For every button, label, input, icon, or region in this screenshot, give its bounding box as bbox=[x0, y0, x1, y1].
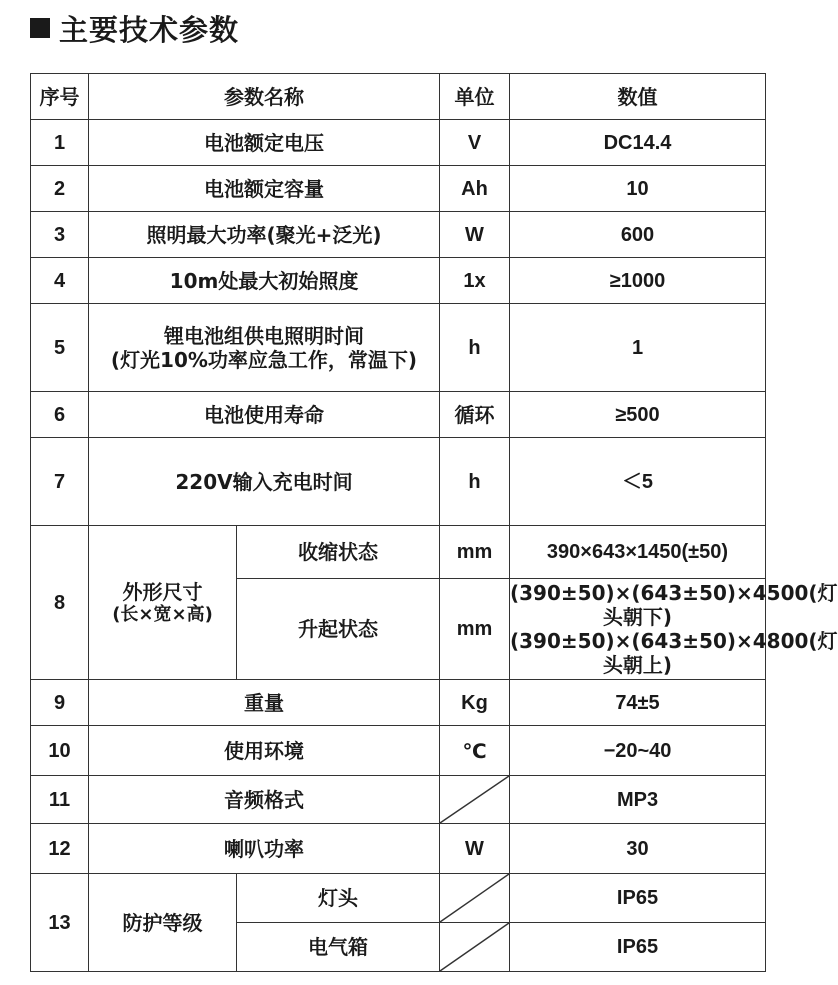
row-unit: h bbox=[440, 438, 510, 526]
diagonal-slash-icon bbox=[440, 776, 509, 823]
table-header-row bbox=[31, 74, 766, 120]
table-row bbox=[31, 824, 766, 874]
table-row bbox=[31, 120, 766, 166]
row-unit: 循环 bbox=[440, 392, 510, 438]
row-no: 8 bbox=[31, 526, 89, 680]
sub-row-unit-empty bbox=[440, 923, 510, 972]
row-value: 30 bbox=[510, 824, 766, 874]
table-row bbox=[31, 304, 766, 392]
sub-row-value: IP65 bbox=[510, 923, 766, 972]
row-no: 4 bbox=[31, 258, 89, 304]
row-unit: 1x bbox=[440, 258, 510, 304]
table-row bbox=[31, 166, 766, 212]
row-name: 喇叭功率 bbox=[89, 824, 440, 874]
table-row bbox=[31, 680, 766, 726]
row-unit: h bbox=[440, 304, 510, 392]
sub-row-unit: mm bbox=[440, 526, 510, 579]
table-row bbox=[31, 874, 766, 923]
group-name-line2: (长×宽×高) bbox=[112, 603, 213, 625]
row-value: ＜5 bbox=[510, 438, 766, 526]
heading-title: 主要技术参数 bbox=[59, 12, 240, 47]
row-name: 电池额定容量 bbox=[89, 166, 440, 212]
row-unit-empty bbox=[440, 776, 510, 824]
sub-row-unit-empty bbox=[440, 874, 510, 923]
row-name-line1: 锂电池组供电照明时间 bbox=[164, 323, 364, 348]
row-no: 10 bbox=[31, 726, 89, 776]
row-value: 10 bbox=[510, 166, 766, 212]
row-no: 2 bbox=[31, 166, 89, 212]
row-value: ≥1000 bbox=[510, 258, 766, 304]
row-unit: W bbox=[440, 824, 510, 874]
header-value: 数值 bbox=[510, 74, 766, 120]
row-name: 重量 bbox=[89, 680, 440, 726]
row-value: 74±5 bbox=[510, 680, 766, 726]
row-name: 220V输入充电时间 bbox=[89, 438, 440, 526]
row-unit: Ah bbox=[440, 166, 510, 212]
diagonal-slash-icon bbox=[440, 874, 509, 922]
row-no: 6 bbox=[31, 392, 89, 438]
table-row bbox=[31, 438, 766, 526]
sub-row-value: IP65 bbox=[510, 874, 766, 923]
table-row bbox=[31, 212, 766, 258]
sub-row-value-line1: (390±50)×(643±50)×4500(灯头朝下) bbox=[510, 581, 838, 629]
row-value: 1 bbox=[510, 304, 766, 392]
sub-row-name: 收缩状态 bbox=[237, 526, 440, 579]
section-heading bbox=[30, 8, 239, 48]
header-name: 参数名称 bbox=[89, 74, 440, 120]
spec-table bbox=[30, 73, 838, 972]
row-no: 3 bbox=[31, 212, 89, 258]
row-value: DC14.4 bbox=[510, 120, 766, 166]
table-row bbox=[31, 776, 766, 824]
row-value: −20~40 bbox=[510, 726, 766, 776]
table-row bbox=[31, 392, 766, 438]
table-row bbox=[31, 258, 766, 304]
group-name-line1: 外形尺寸 bbox=[122, 579, 203, 604]
row-unit: V bbox=[440, 120, 510, 166]
sub-row-unit: mm bbox=[440, 579, 510, 680]
row-value: 600 bbox=[510, 212, 766, 258]
row-name: 音频格式 bbox=[89, 776, 440, 824]
row-no: 12 bbox=[31, 824, 89, 874]
row-name: 照明最大功率(聚光+泛光) bbox=[89, 212, 440, 258]
row-name-line2: (灯光10%功率应急工作，常温下) bbox=[110, 347, 418, 372]
row-value: ≥500 bbox=[510, 392, 766, 438]
row-no: 13 bbox=[31, 874, 89, 972]
sub-row-name: 升起状态 bbox=[237, 579, 440, 680]
row-unit: Kg bbox=[440, 680, 510, 726]
header-unit: 单位 bbox=[440, 74, 510, 120]
row-name: 电池使用寿命 bbox=[89, 392, 440, 438]
diagonal-slash-icon bbox=[440, 923, 509, 971]
header-no: 序号 bbox=[31, 74, 89, 120]
row-name: 电池额定电压 bbox=[89, 120, 440, 166]
heading-square-icon bbox=[30, 18, 50, 38]
group-name: 防护等级 bbox=[89, 874, 237, 972]
row-no: 7 bbox=[31, 438, 89, 526]
row-name bbox=[89, 304, 440, 392]
row-unit: W bbox=[440, 212, 510, 258]
sub-row-value bbox=[510, 579, 838, 680]
sub-row-value: 390×643×1450(±50) bbox=[510, 526, 766, 579]
sub-row-name: 电气箱 bbox=[237, 923, 440, 972]
sub-row-name: 灯头 bbox=[237, 874, 440, 923]
row-value: MP3 bbox=[510, 776, 766, 824]
row-no: 5 bbox=[31, 304, 89, 392]
group-name bbox=[89, 526, 237, 680]
row-no: 9 bbox=[31, 680, 89, 726]
row-unit: ℃ bbox=[440, 726, 510, 776]
sub-row-value-line2: (390±50)×(643±50)×4800(灯头朝上) bbox=[510, 629, 838, 677]
table-row bbox=[31, 726, 766, 776]
row-name: 使用环境 bbox=[89, 726, 440, 776]
row-no: 11 bbox=[31, 776, 89, 824]
row-name: 10m处最大初始照度 bbox=[89, 258, 440, 304]
table-row bbox=[31, 526, 766, 579]
row-no: 1 bbox=[31, 120, 89, 166]
